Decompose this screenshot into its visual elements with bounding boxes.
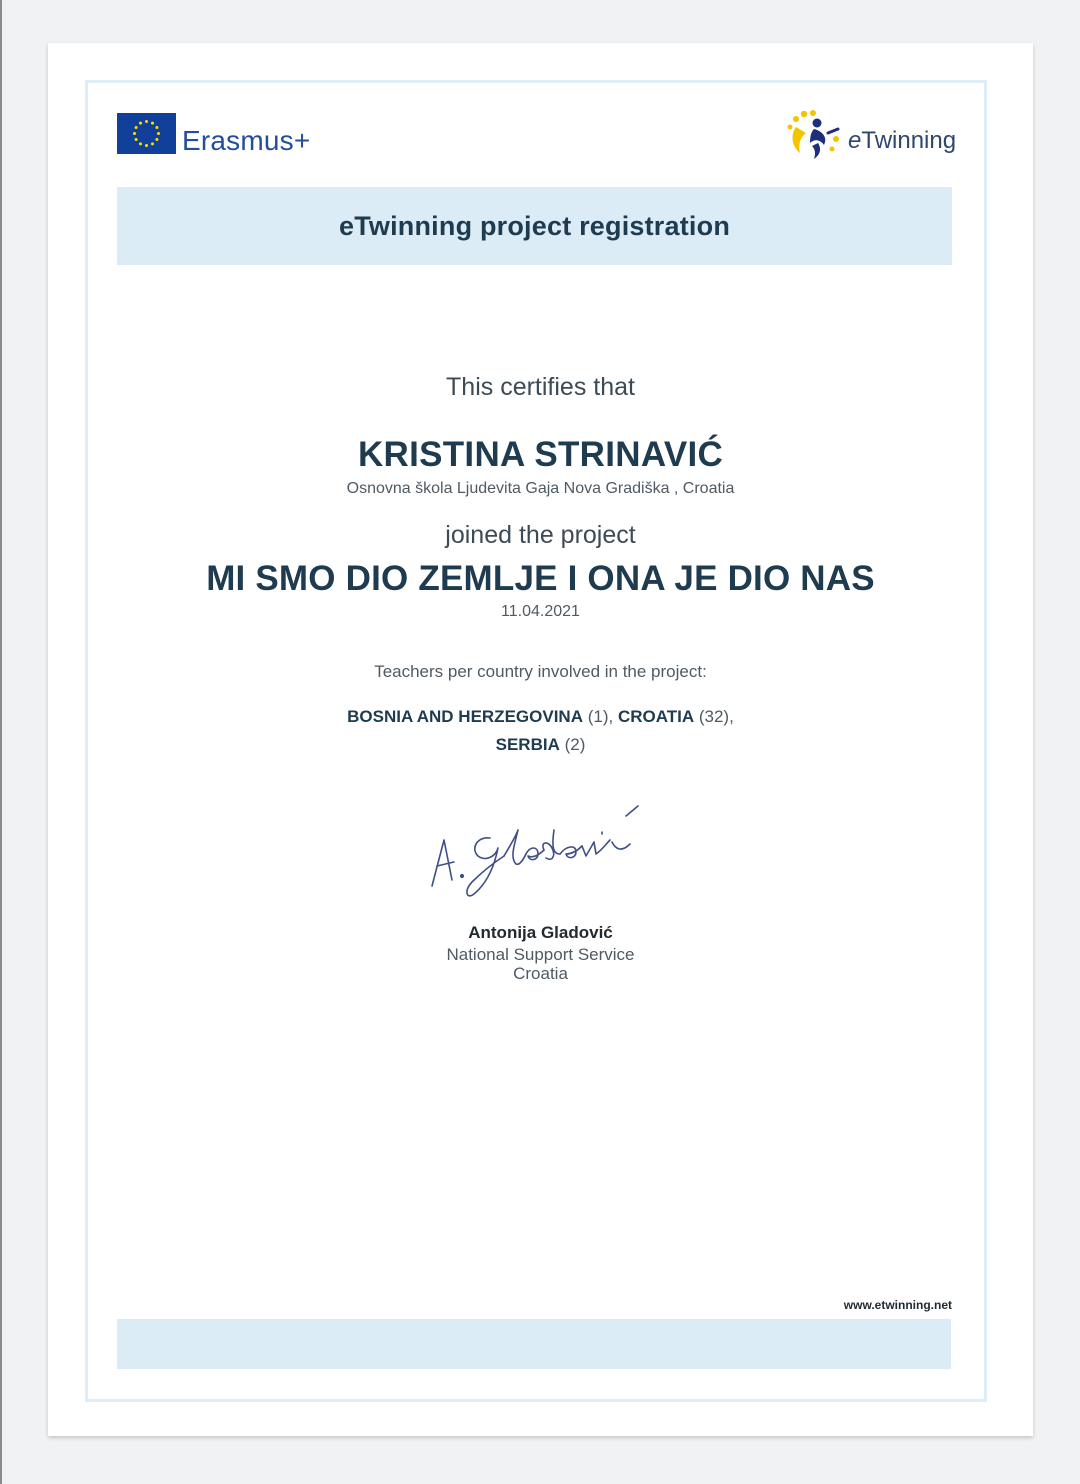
country-name: SERBIA: [495, 735, 560, 754]
country-count: (32),: [698, 707, 734, 726]
country-count: (1),: [587, 707, 614, 726]
certificate-title: eTwinning project registration: [338, 210, 731, 241]
certificate-page: [48, 43, 1033, 1436]
erasmus-logo: [117, 111, 310, 155]
countries-list: [48, 703, 1033, 759]
registration-date: 11.04.2021: [501, 603, 580, 620]
joined-text: joined the project: [445, 521, 636, 549]
erasmus-logo-text: Erasmus+: [182, 125, 311, 156]
footer-band: [117, 1319, 951, 1369]
viewer-left-edge: [0, 0, 2, 1484]
country-count: (2): [564, 735, 586, 754]
etwinning-figures-icon: [784, 109, 846, 166]
certifies-text: This certifies that: [446, 373, 635, 401]
signatory-role: National Support Service: [446, 945, 635, 964]
signatory-name: Antonija Gladović: [468, 923, 613, 942]
website-link[interactable]: www.etwinning.net: [843, 1298, 952, 1312]
country-name: BOSNIA AND HERZEGOVINA: [347, 707, 583, 726]
handwritten-signature: [426, 798, 656, 908]
project-name: MI SMO DIO ZEMLJE I ONA JE DIO NAS: [206, 559, 875, 598]
eu-flag-icon: [117, 113, 176, 154]
etwinning-logo-text: eTwinning: [848, 126, 957, 154]
etwinning-logo: [784, 109, 956, 166]
recipient-name: KRISTINA STRINAVIĆ: [357, 435, 724, 474]
countries-line-2: [48, 731, 1033, 759]
country-name: CROATIA: [617, 707, 695, 726]
header-band: [117, 187, 952, 265]
signatory-country: Croatia: [513, 964, 568, 983]
teachers-label: Teachers per country involved in the project:: [374, 662, 707, 681]
recipient-school: Osnovna škola Ljudevita Gaja Nova Gradiška , Croatia: [346, 480, 735, 497]
countries-line-1: [48, 703, 1033, 731]
